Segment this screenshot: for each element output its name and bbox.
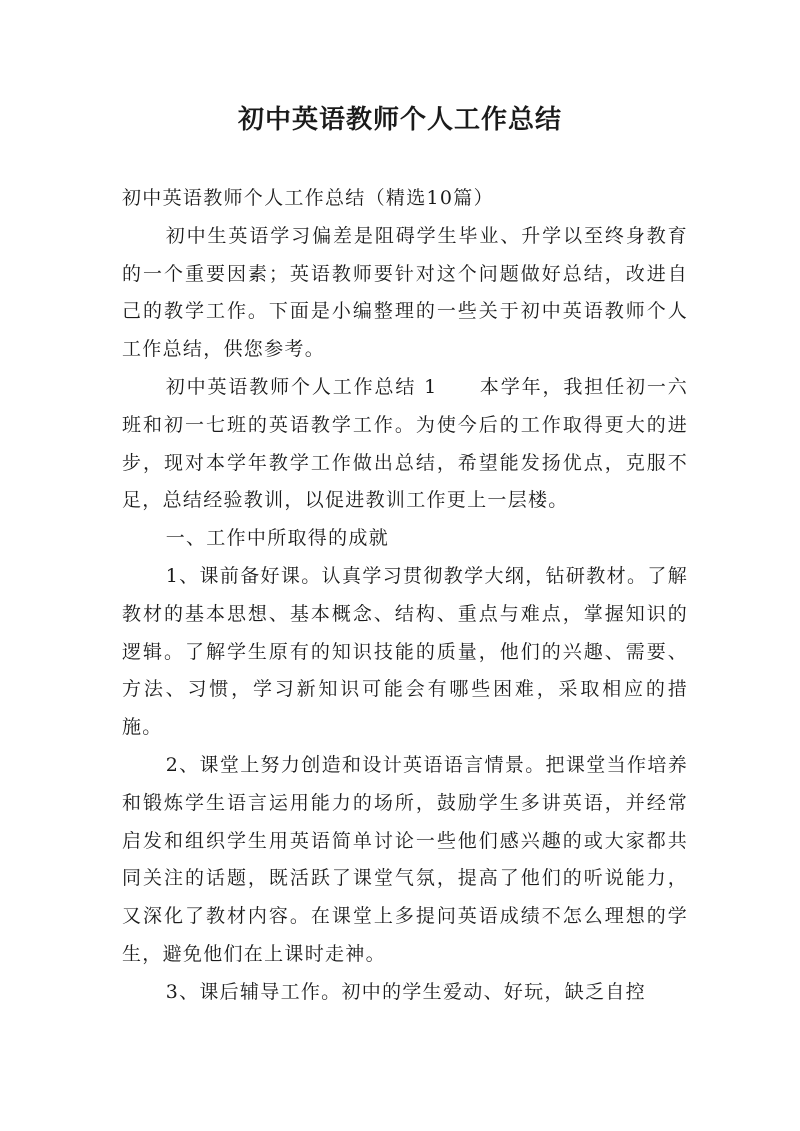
document-title: 初中英语教师个人工作总结 — [237, 105, 562, 135]
intro-paragraph: 初中生英语学习偏差是阻碍学生毕业、升学以至终身教育的一个重要因素；英语教师要针对这个问题做好总结，改进自己的教学工作。下面是小编整理的一些关于初中英语教师个人工作总结，供您参考。 — [122, 224, 688, 361]
item-2-paragraph: 2、课堂上努力创造和设计英语语言情景。把课堂当作培养和锻炼学生语言运用能力的场所，鼓励学生多讲英语，并经常启发和组织学生用英语简单讨论一些他们感兴趣的或大家都共同关注的话题，既活跃了课堂气氛，提高了他们的听说能力，又深化了教材内容。在课堂上多提问英语成绩不怎么理想的学生，避免他们在上课时走神。 — [122, 753, 688, 965]
document-subtitle: 初中英语教师个人工作总结（精选10篇） — [122, 187, 494, 209]
section-heading: 一、工作中所取得的成就 — [165, 527, 389, 550]
summary-1-paragraph: 初中英语教师个人工作总结 1 本学年，我担任初一六班和初一七班的英语教学工作。为使今后的工作取得更大的进步，现对本学年教学工作做出总结，希望能发扬优点，克服不足，总结经验教训，以促进教训工作更上一层楼。 — [122, 375, 688, 512]
item-3-paragraph: 3、课后辅导工作。初中的学生爱动、好玩，缺乏自控 — [165, 980, 646, 1003]
item-1-paragraph: 1、课前备好课。认真学习贯彻教学大纲，钻研教材。了解教材的基本思想、基本概念、结构、重点与难点，掌握知识的逻辑。了解学生原有的知识技能的质量，他们的兴趣、需要、方法、习惯，学习新知识可能会有哪些困难，采取相应的措施。 — [122, 564, 688, 739]
document-body — [122, 180, 688, 1012]
